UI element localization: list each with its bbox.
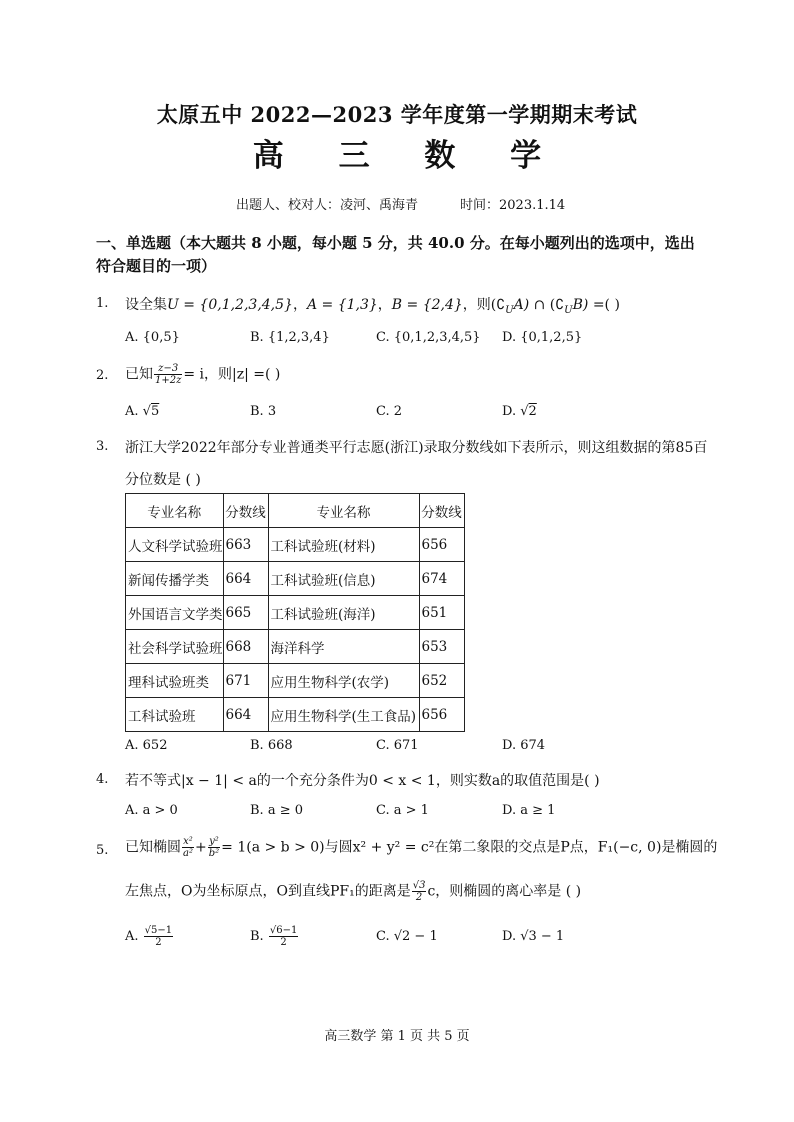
question-5-option-d: D. √3 − 1 (502, 929, 565, 944)
table-cell: 674 (419, 562, 464, 596)
question-5-option-a: A. $\frac{√5-1}{2}$ (125, 925, 173, 948)
question-1-option-a: A. {0,5} (125, 330, 180, 345)
table-row (126, 664, 465, 698)
table-cell: 664 (223, 562, 268, 596)
table-cell: 新闻传播学类 (126, 562, 224, 596)
table-row (126, 698, 465, 732)
question-3-line-1: 浙江大学2022年部分专业普通类平行志愿(浙江)录取分数线如下表所示，则这组数据的第85百 (125, 440, 708, 456)
table-cell: 665 (223, 596, 268, 630)
table-cell: 671 (223, 664, 268, 698)
question-4-stem: 若不等式|x − 1| < a的一个充分条件为0 < x < 1，则实数a的取值范围是( ) (125, 773, 600, 789)
question-2-fraction-denominator: 1+2z (155, 375, 182, 386)
table-header: 专业名称 (126, 494, 224, 528)
table-cell: 工科试验班(材料) (268, 528, 419, 562)
table-header: 专业名称 (268, 494, 419, 528)
question-4-number: 4. (96, 772, 109, 787)
table-cell: 664 (223, 698, 268, 732)
question-1-stem (125, 294, 620, 316)
question-2-suffix: = i，则|z| =( ) (183, 366, 281, 383)
question-4-option-b: B. a ≥ 0 (250, 803, 303, 818)
question-1-option-d: D. {0,1,2,5} (502, 330, 583, 345)
table-cell: 理科试验班类 (126, 664, 224, 698)
question-4-option-d: D. a ≥ 1 (502, 803, 556, 818)
question-5-option-b: B. $\frac{√6-1}{2}$ (250, 925, 298, 948)
exam-authors: 出题人、校对人：凌河、禹海青 (236, 198, 419, 213)
table-row (126, 596, 465, 630)
question-5-option-c: C. √2 − 1 (376, 929, 438, 944)
ellipse-x-term: $\frac{\text{x²}}{\text{a²}}$ (183, 836, 193, 859)
table-cell: 656 (419, 528, 464, 562)
table-cell: 工科试验班 (126, 698, 224, 732)
question-2-option-a: A. √5 (125, 404, 160, 419)
question-2-fraction-numerator: z−3 (154, 363, 182, 375)
question-5-number: 5. (96, 843, 109, 858)
distance-fraction: $\frac{√3}{2}$ (412, 880, 426, 903)
question-3-line-2: 分位数是 ( ) (125, 472, 201, 488)
question-1-blank: ( ) (604, 297, 620, 313)
question-5-prefix: 已知椭圆 (125, 839, 181, 856)
table-cell: 人文科学试验班 (126, 528, 224, 562)
score-table (125, 493, 465, 732)
table-cell: 海洋科学 (268, 630, 419, 664)
exam-title: 太原五中 2022—2023 学年度第一学期期末考试 (156, 102, 638, 127)
question-2-prefix: 已知 (125, 366, 153, 383)
table-cell: 663 (223, 528, 268, 562)
question-5-line-2-prefix: 左焦点，O为坐标原点，O到直线PF₁的距离是 (125, 883, 411, 900)
table-row (126, 528, 465, 562)
table-cell: 外国语言文学类 (126, 596, 224, 630)
question-4-option-a: A. a > 0 (125, 803, 178, 818)
question-5-line-2 (125, 880, 581, 903)
table-cell: 652 (419, 664, 464, 698)
question-3-number: 3. (96, 439, 109, 454)
table-cell: 工科试验班(海洋) (268, 596, 419, 630)
table-cell: 应用生物科学(生工食品) (268, 698, 419, 732)
question-2-number: 2. (96, 368, 109, 383)
question-2-fraction (154, 363, 182, 386)
table-header: 分数线 (223, 494, 268, 528)
question-3-option-a: A. 652 (125, 738, 168, 753)
question-1-prefix: 设全集 (125, 297, 167, 313)
table-cell: 656 (419, 698, 464, 732)
table-header-row (126, 494, 465, 528)
question-2-stem (125, 363, 280, 386)
question-1-number: 1. (96, 296, 109, 311)
question-3-option-c: C. 671 (376, 738, 419, 753)
question-5-line-2-suffix: c，则椭圆的离心率是 ( ) (427, 883, 582, 900)
question-5-mid: = 1(a > b > 0)与圆x² + y² = c²在第二象限的交点是P点，F₁(−c, 0)是椭圆的 (221, 839, 718, 856)
question-2-option-c: C. 2 (376, 404, 403, 419)
question-3-option-b: B. 668 (250, 738, 293, 753)
table-cell: 工科试验班(信息) (268, 562, 419, 596)
table-cell: 668 (223, 630, 268, 664)
table-cell: 651 (419, 596, 464, 630)
page-footer: 高三数学 第 1 页 共 5 页 (324, 1029, 470, 1044)
ellipse-y-term: $\frac{\text{y²}}{\text{b²}}$ (208, 836, 220, 859)
table-cell: 应用生物科学(农学) (268, 664, 419, 698)
table-row (126, 562, 465, 596)
question-4-option-c: C. a > 1 (376, 803, 429, 818)
exam-subject: 高 三 数 学 (252, 138, 564, 174)
table-cell: 社会科学试验班 (126, 630, 224, 664)
question-2-option-d: D. √2 (502, 404, 537, 419)
table-row (126, 630, 465, 664)
question-3-option-d: D. 674 (502, 738, 546, 753)
table-header: 分数线 (419, 494, 464, 528)
question-1-option-b: B. {1,2,3,4} (250, 330, 330, 345)
question-5-stem: 已知椭圆 $\frac{\text{x²}}{\text{a²}}$ + $\frac{\text{y²}}{\text{b²}}$ = 1(a > b > 0)与圆x² + y² = c²在第二象限的交点是P点，F₁(−c, 0)是椭圆的 (125, 836, 718, 859)
table-cell: 653 (419, 630, 464, 664)
question-2-option-b: B. 3 (250, 404, 277, 419)
exam-time: 时间：2023.1.14 (460, 198, 566, 213)
section-heading: 一、单选题（本大题共 8 小题，每小题 5 分，共 40.0 分。在每小题列出的选项中，选出符合题目的一项） (96, 234, 695, 275)
question-1-math: U = {0,1,2,3,4,5}，A = {1,3}，B = {2,4}，则$(∁_UA)$ ∩ $(∁_UB)$ = (167, 297, 605, 316)
question-1-option-c: C. {0,1,2,3,4,5} (376, 330, 481, 345)
